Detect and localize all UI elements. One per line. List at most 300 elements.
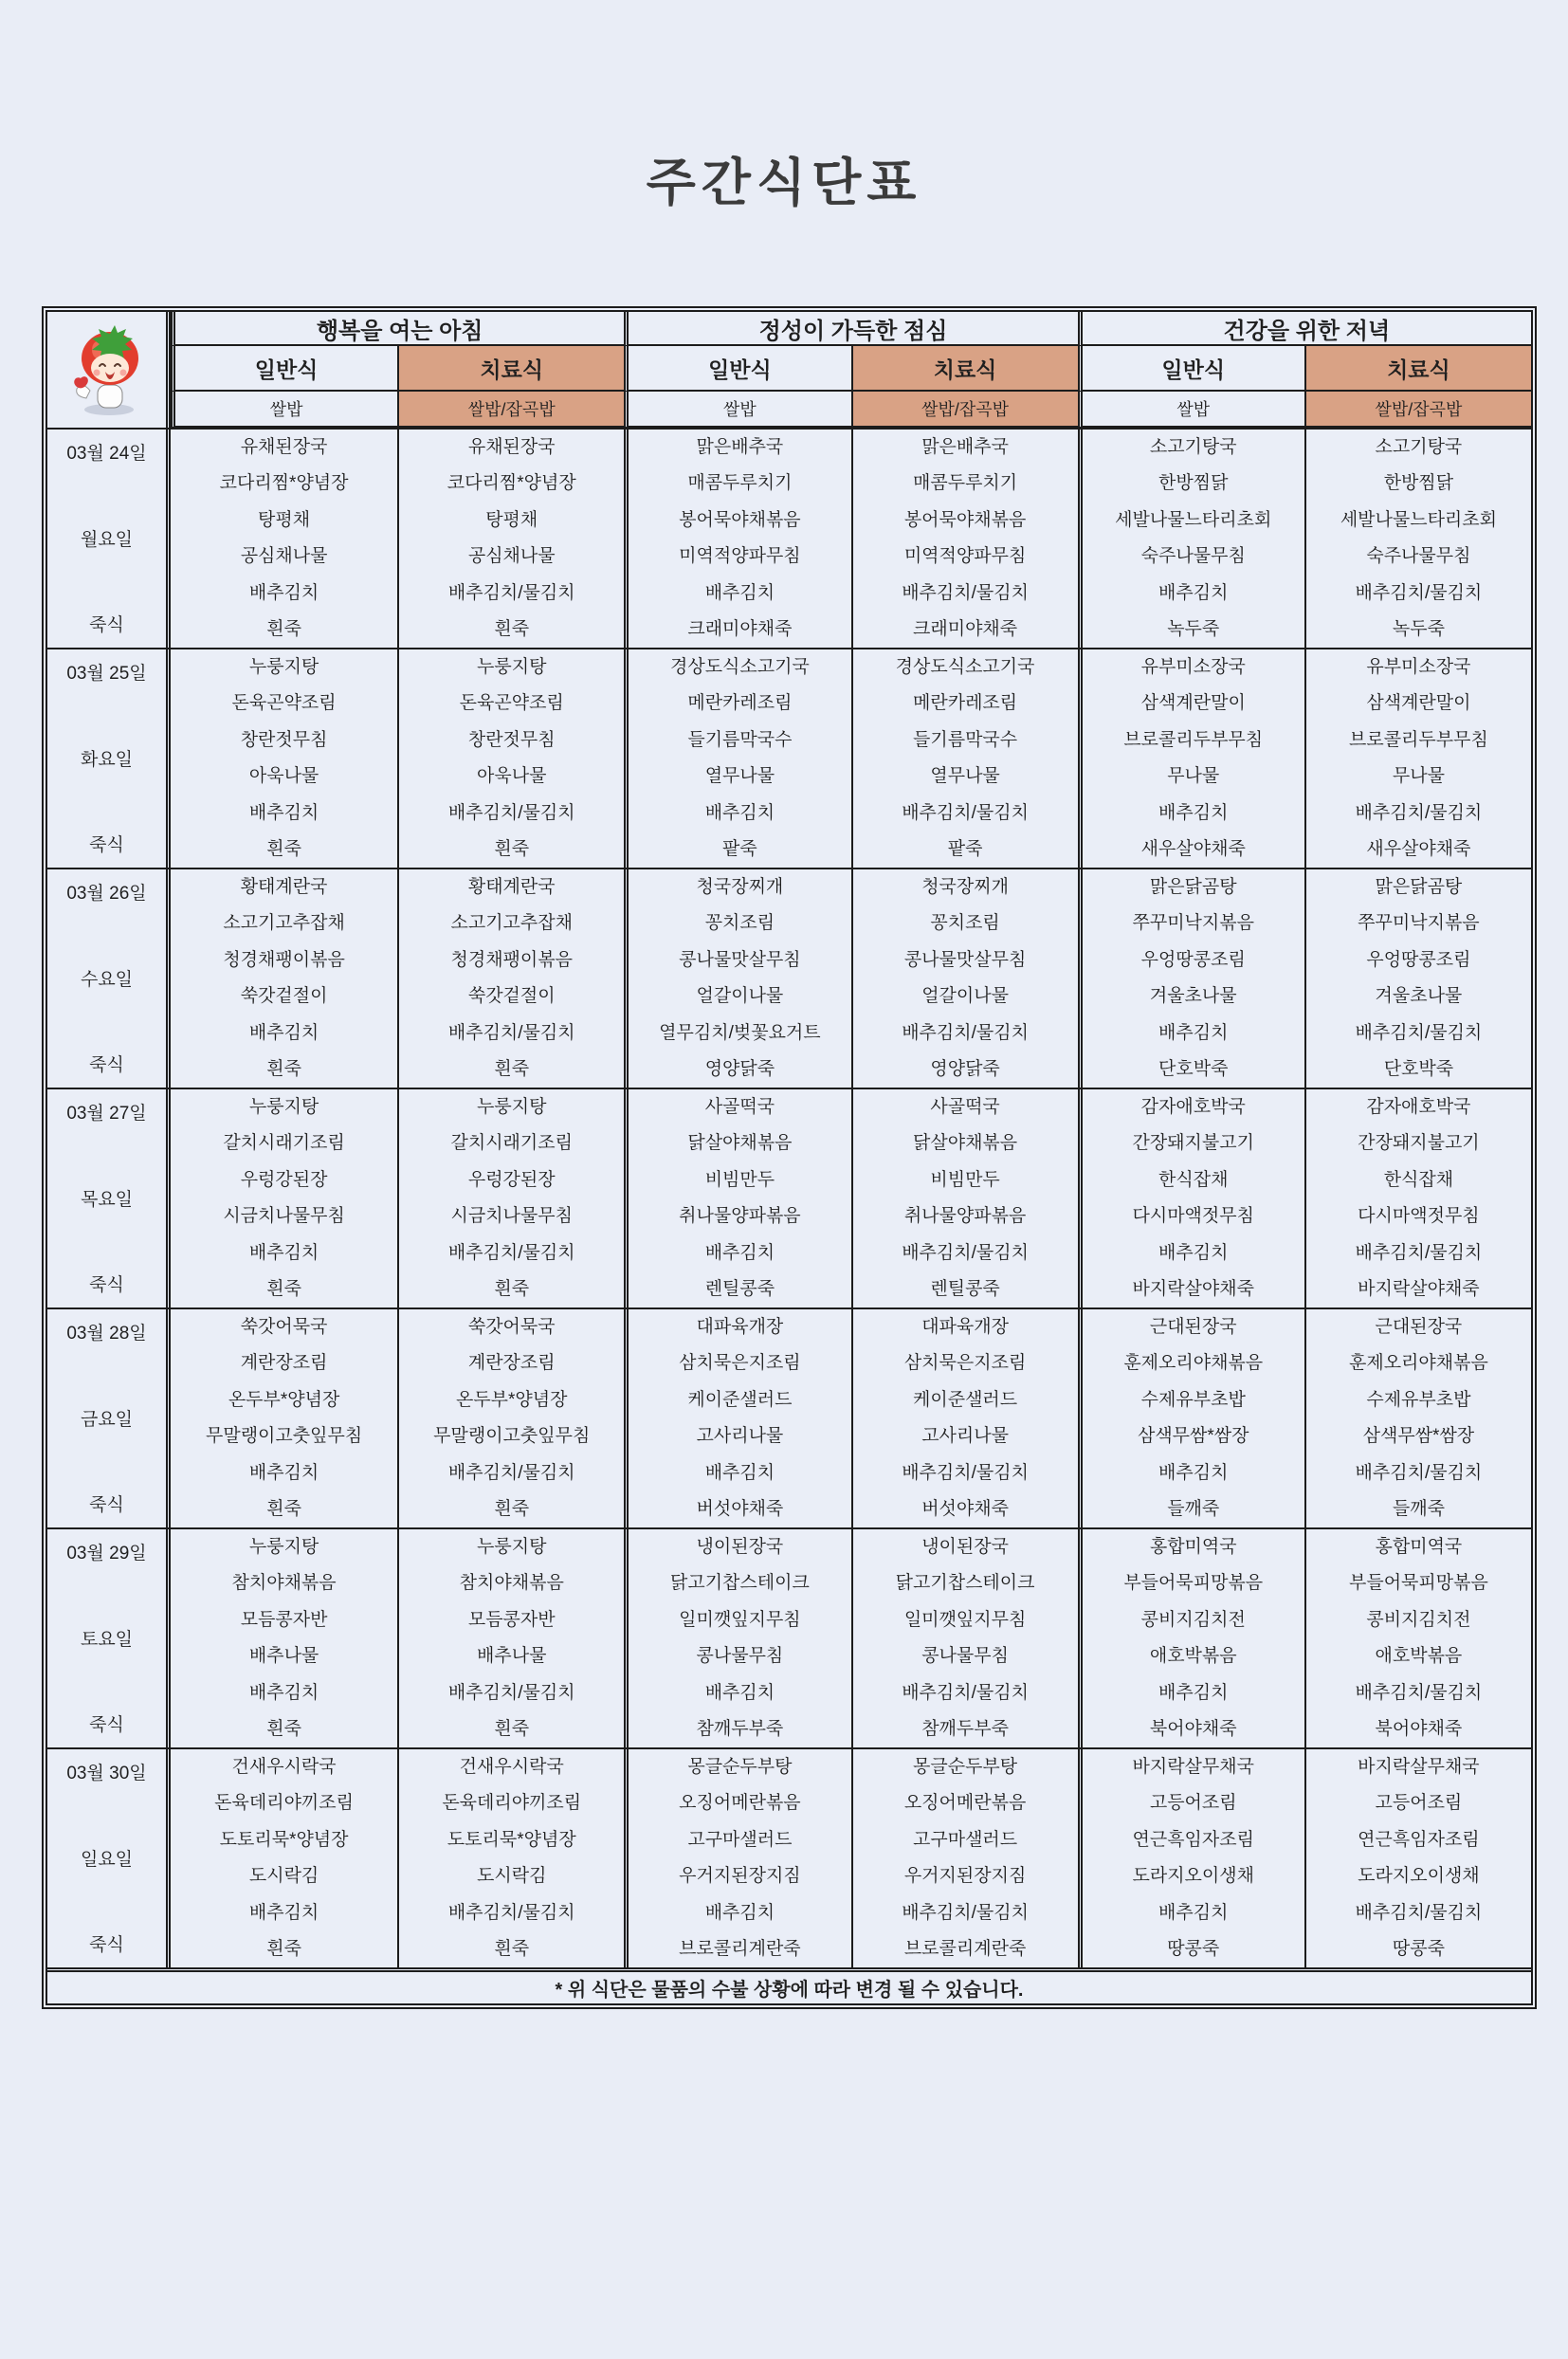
sub-header-dinner-regular: 일반식: [1078, 346, 1304, 392]
menu-item: 쑥갓겉절이: [240, 986, 328, 1007]
menu-item: 청경채팽이볶음: [450, 949, 573, 970]
meal-group-header-dinner: 건강을 위한 저녁: [1078, 312, 1531, 346]
menu-item: 냉이된장국: [921, 1537, 1009, 1557]
menu-item: 배추나물: [477, 1646, 547, 1667]
menu-item: 흰죽: [266, 1278, 301, 1299]
menu-item: 콩비지김치전: [1140, 1609, 1246, 1630]
menu-cell: [171, 1089, 397, 1308]
menu-item: 배추김치/물김치: [1355, 1902, 1483, 1923]
date-label: 03월 29일: [66, 1544, 147, 1564]
menu-item: 배추김치/물김치: [1355, 802, 1483, 823]
menu-item: 배추김치: [1158, 1682, 1229, 1703]
menu-item: 배추김치/물김치: [1355, 1682, 1483, 1703]
menu-cell: [171, 1749, 397, 1967]
menu-item: 배추김치: [704, 1682, 775, 1703]
menu-cell: [397, 1529, 624, 1747]
menu-item: 미역적양파무침: [679, 546, 801, 567]
menu-item: 배추김치/물김치: [447, 1242, 575, 1263]
menu-item: 배추김치/물김치: [447, 1462, 575, 1483]
menu-item: 숙주나물무침: [1140, 546, 1246, 567]
menu-item: 배추김치/물김치: [902, 582, 1029, 603]
menu-item: 배추김치: [248, 582, 319, 603]
menu-item: 유채된장국: [240, 437, 328, 457]
menu-item: 청국장찌개: [696, 877, 784, 897]
menu-item: 부들어묵피망볶음: [1348, 1573, 1488, 1594]
menu-item: 한방찜닭: [1383, 473, 1454, 494]
menu-item: 코다리찜*양념장: [447, 473, 576, 494]
menu-item: 취나물양파볶음: [679, 1206, 801, 1227]
menu-item: 배추김치: [248, 1242, 319, 1263]
menu-item: 겨울초나물: [1149, 986, 1237, 1007]
menu-item: 간장돼지불고기: [1132, 1133, 1254, 1154]
menu-item: 계란장조림: [467, 1353, 556, 1374]
menu-item: 취나물양파볶음: [903, 1206, 1027, 1227]
menu-item: 참치야채볶음: [231, 1573, 337, 1594]
menu-item: 배추김치/물김치: [1355, 582, 1483, 603]
menu-item: 우엉땅콩조림: [1140, 949, 1246, 970]
menu-item: 닭살야채볶음: [687, 1133, 793, 1154]
menu-item: 쑥갓어묵국: [240, 1317, 328, 1337]
menu-item: 비빔만두: [704, 1169, 775, 1190]
menu-item: 흰죽: [266, 1498, 301, 1519]
weekday-label: 토요일: [80, 1629, 134, 1650]
menu-item: 열무김치/벚꽃요거트: [659, 1022, 821, 1043]
menu-item: 꽁치조림: [704, 913, 775, 934]
scanned-weekly-menu-document: [0, 142, 1568, 2359]
menu-item: 탕평채: [258, 509, 311, 530]
menu-item: 도시락김: [248, 1866, 319, 1887]
weekday-label: 화요일: [80, 749, 134, 770]
menu-item: 돈육데리야끼조림: [214, 1793, 354, 1814]
menu-item: 녹두죽: [1167, 618, 1220, 639]
menu-cell: [624, 869, 850, 1088]
menu-item: 미역적양파무침: [903, 546, 1027, 567]
menu-item: 일미깻잎지무침: [679, 1609, 801, 1630]
menu-cell: [397, 649, 624, 868]
menu-item: 맑은닭곰탕: [1149, 877, 1237, 897]
sub-header-breakfast-regular: 일반식: [171, 346, 397, 392]
menu-item: 바지락살무채국: [1358, 1757, 1480, 1777]
menu-item: 갈치시래기조림: [223, 1133, 345, 1154]
menu-item: 매콤두루치기: [913, 473, 1018, 494]
date-label: 03월 25일: [66, 664, 147, 684]
sub-header-lunch-therapy: 치료식: [851, 346, 1078, 392]
meal-type-label: 죽식: [89, 615, 124, 635]
menu-item: 브로콜리계란죽: [679, 1938, 801, 1959]
menu-item: 브로콜리계란죽: [903, 1938, 1027, 1959]
menu-item: 애호박볶음: [1375, 1646, 1463, 1667]
menu-item: 시금치나물무침: [450, 1206, 573, 1227]
menu-item: 배추김치/물김치: [902, 1682, 1029, 1703]
menu-item: 한방찜닭: [1158, 473, 1229, 494]
meal-type-label: 죽식: [89, 1715, 124, 1735]
menu-item: 팥죽: [722, 838, 757, 859]
menu-item: 배추김치: [248, 1682, 319, 1703]
menu-item: 창란젓무침: [240, 729, 328, 750]
menu-item: 우렁강된장: [240, 1169, 328, 1190]
menu-item: 우거지된장지짐: [679, 1866, 801, 1887]
weekday-label: 일요일: [80, 1849, 134, 1870]
menu-item: 모듬콩자반: [240, 1609, 328, 1630]
menu-item: 숙주나물무침: [1366, 546, 1471, 567]
menu-item: 대파육개장: [921, 1317, 1009, 1337]
menu-cell: [1304, 1749, 1531, 1967]
menu-item: 메란카레조림: [687, 693, 793, 714]
menu-item: 무나물: [1167, 766, 1220, 787]
menu-item: 배추김치/물김치: [1355, 1022, 1483, 1043]
day-row: [47, 1527, 1531, 1747]
menu-item: 참치야채볶음: [459, 1573, 564, 1594]
menu-item: 들깨죽: [1392, 1498, 1445, 1519]
menu-item: 누룽지탕: [477, 1097, 547, 1117]
menu-item: 흰죽: [266, 1938, 301, 1959]
menu-item: 영양닭죽: [930, 1058, 1000, 1079]
day-cell: [47, 869, 171, 1088]
menu-item: 브로콜리두부무침: [1348, 729, 1488, 750]
day-row: [47, 648, 1531, 868]
sub-header-lunch-regular: 일반식: [624, 346, 850, 392]
meal-type-label: 죽식: [89, 835, 124, 855]
menu-item: 건새우시락국: [231, 1757, 337, 1777]
menu-item: 쑥갓어묵국: [467, 1317, 556, 1337]
menu-item: 꽁치조림: [930, 913, 1000, 934]
menu-item: 들기름막국수: [913, 729, 1018, 750]
weekly-menu-table: [42, 306, 1537, 2009]
day-row: [47, 868, 1531, 1088]
menu-item: 단호박죽: [1158, 1058, 1229, 1079]
menu-item: 우엉땅콩조림: [1366, 949, 1471, 970]
menu-item: 도라지오이생채: [1358, 1866, 1480, 1887]
menu-item: 훈제오리야채볶음: [1348, 1353, 1488, 1374]
menu-item: 근대된장국: [1375, 1317, 1463, 1337]
menu-item: 맑은배추국: [921, 437, 1009, 457]
menu-item: 닭고기찹스테이크: [895, 1573, 1035, 1594]
menu-item: 도시락김: [477, 1866, 547, 1887]
menu-item: 참깨두부죽: [696, 1718, 784, 1739]
menu-item: 배추김치/물김치: [447, 1902, 575, 1923]
menu-item: 새우살야채죽: [1140, 838, 1246, 859]
menu-item: 배추김치: [1158, 582, 1229, 603]
meal-group-header-lunch: 정성이 가득한 점심: [624, 312, 1077, 346]
menu-item: 소고기고추잡채: [450, 913, 573, 934]
menu-item: 애호박볶음: [1149, 1646, 1237, 1667]
menu-item: 흰죽: [266, 618, 301, 639]
day-row: [47, 1088, 1531, 1308]
menu-item: 모듬콩자반: [467, 1609, 556, 1630]
menu-item: 맑은배추국: [696, 437, 784, 457]
rice-row-breakfast-regular: 쌀밥: [171, 392, 397, 428]
menu-item: 소고기탕국: [1375, 437, 1463, 457]
date-label: 03월 24일: [66, 444, 147, 464]
menu-item: 고구마샐러드: [687, 1829, 793, 1850]
menu-item: 버섯야채죽: [921, 1498, 1009, 1519]
menu-item: 콩나물무침: [696, 1646, 784, 1667]
menu-item: 배추김치/물김치: [902, 1022, 1029, 1043]
menu-item: 크래미야채죽: [913, 618, 1018, 639]
menu-item: 땅콩죽: [1167, 1938, 1220, 1959]
menu-cell: [1078, 649, 1304, 868]
menu-item: 창란젓무침: [467, 729, 556, 750]
menu-item: 홍합미역국: [1149, 1537, 1237, 1557]
menu-cell: [851, 1749, 1078, 1967]
menu-item: 무나물: [1392, 766, 1445, 787]
menu-cell: [1078, 1089, 1304, 1308]
menu-item: 누룽지탕: [248, 657, 319, 677]
menu-item: 오징어메란볶음: [903, 1793, 1027, 1814]
meal-type-label: 죽식: [89, 1495, 124, 1515]
menu-item: 배추김치: [1158, 1462, 1229, 1483]
weekday-label: 수요일: [80, 969, 134, 990]
menu-item: 배추김치/물김치: [902, 1242, 1029, 1263]
table-header: [47, 312, 1531, 428]
menu-item: 누룽지탕: [248, 1537, 319, 1557]
menu-item: 열무나물: [704, 766, 775, 787]
menu-item: 닭살야채볶음: [913, 1133, 1018, 1154]
menu-item: 돈육곤약조림: [231, 693, 337, 714]
day-cell: [47, 649, 171, 868]
menu-item: 비빔만두: [930, 1169, 1000, 1190]
menu-item: 얼갈이나물: [921, 986, 1009, 1007]
menu-item: 공심채나물: [240, 546, 328, 567]
menu-item: 흰죽: [494, 838, 530, 859]
menu-item: 흰죽: [266, 1058, 301, 1079]
menu-item: 배추김치: [248, 1022, 319, 1043]
menu-item: 배추김치: [1158, 802, 1229, 823]
menu-item: 도토리묵*양념장: [219, 1829, 349, 1850]
menu-item: 온두부*양념장: [228, 1389, 340, 1410]
menu-cell: [1078, 1529, 1304, 1747]
menu-item: 맑은닭곰탕: [1375, 877, 1463, 897]
menu-item: 몽글순두부탕: [913, 1757, 1018, 1777]
menu-cell: [851, 869, 1078, 1088]
menu-item: 계란장조림: [240, 1353, 328, 1374]
menu-cell: [624, 1749, 850, 1967]
menu-item: 삼치묵은지조림: [679, 1353, 801, 1374]
menu-item: 배추김치/물김치: [447, 1682, 575, 1703]
menu-item: 고사리나물: [696, 1426, 784, 1447]
menu-item: 브로콜리두부무침: [1123, 729, 1264, 750]
menu-cell: [171, 1309, 397, 1527]
day-row: [47, 1747, 1531, 1967]
menu-cell: [851, 1529, 1078, 1747]
menu-item: 배추김치: [704, 1902, 775, 1923]
menu-item: 닭고기찹스테이크: [669, 1573, 810, 1594]
menu-item: 배추김치/물김치: [447, 1022, 575, 1043]
menu-item: 팥죽: [947, 838, 983, 859]
meal-type-label: 죽식: [89, 1935, 124, 1955]
menu-cell: [1304, 649, 1531, 868]
menu-item: 콩나물무침: [921, 1646, 1009, 1667]
menu-item: 배추김치/물김치: [1355, 1242, 1483, 1263]
menu-item: 매콤두루치기: [687, 473, 793, 494]
menu-item: 수제유부초밥: [1140, 1389, 1246, 1410]
menu-item: 콩나물맛살무침: [679, 949, 801, 970]
menu-item: 새우살야채죽: [1366, 838, 1471, 859]
menu-item: 다시마액젓무침: [1358, 1206, 1480, 1227]
menu-item: 버섯야채죽: [696, 1498, 784, 1519]
weekday-label: 목요일: [80, 1189, 134, 1210]
menu-item: 공심채나물: [467, 546, 556, 567]
menu-item: 수제유부초밥: [1366, 1389, 1471, 1410]
menu-item: 크래미야채죽: [687, 618, 793, 639]
menu-item: 시금치나물무침: [223, 1206, 345, 1227]
menu-item: 한식잡채: [1383, 1169, 1454, 1190]
menu-item: 겨울초나물: [1375, 986, 1463, 1007]
page-title: 주간식단표: [646, 155, 922, 211]
date-label: 03월 30일: [66, 1764, 147, 1783]
menu-cell: [171, 1529, 397, 1747]
menu-item: 삼색무쌈*쌈장: [1137, 1426, 1249, 1447]
menu-item: 삼색계란말이: [1366, 693, 1471, 714]
rice-row-lunch-therapy: 쌀밥/잡곡밥: [851, 392, 1078, 428]
menu-cell: [1304, 1309, 1531, 1527]
menu-cell: [1078, 1749, 1304, 1967]
mascot-cell: [47, 312, 171, 428]
menu-cell: [171, 649, 397, 868]
menu-item: 단호박죽: [1383, 1058, 1454, 1079]
menu-item: 누룽지탕: [248, 1097, 319, 1117]
menu-item: 콩나물맛살무침: [903, 949, 1027, 970]
day-cell: [47, 1089, 171, 1308]
day-cell: [47, 1309, 171, 1527]
menu-item: 우렁강된장: [467, 1169, 556, 1190]
menu-item: 배추김치: [248, 1902, 319, 1923]
menu-item: 냉이된장국: [696, 1537, 784, 1557]
menu-cell: [624, 1529, 850, 1747]
menu-cell: [1078, 1309, 1304, 1527]
menu-item: 근대된장국: [1149, 1317, 1237, 1337]
menu-item: 아욱나물: [248, 766, 319, 787]
menu-item: 열무나물: [930, 766, 1000, 787]
menu-item: 배추김치/물김치: [447, 802, 575, 823]
menu-cell: [171, 869, 397, 1088]
menu-item: 무말랭이고춧잎무침: [433, 1426, 591, 1447]
menu-item: 얼갈이나물: [696, 986, 784, 1007]
menu-item: 아욱나물: [477, 766, 547, 787]
menu-item: 고구마샐러드: [913, 1829, 1018, 1850]
menu-item: 흰죽: [266, 1718, 301, 1739]
menu-item: 연근흑임자조림: [1358, 1829, 1480, 1850]
menu-item: 소고기고추잡채: [223, 913, 345, 934]
menu-item: 렌틸콩죽: [930, 1278, 1000, 1299]
menu-item: 우거지된장지짐: [903, 1866, 1027, 1887]
menu-item: 대파육개장: [696, 1317, 784, 1337]
menu-item: 렌틸콩죽: [704, 1278, 775, 1299]
menu-item: 삼색계란말이: [1140, 693, 1246, 714]
menu-cell: [851, 430, 1078, 648]
rice-row-lunch-regular: 쌀밥: [624, 392, 850, 428]
menu-cell: [397, 1749, 624, 1967]
menu-item: 흰죽: [494, 1058, 530, 1079]
menu-item: 청경채팽이볶음: [223, 949, 345, 970]
menu-table-body: [47, 428, 1531, 1967]
menu-item: 케이준샐러드: [913, 1389, 1018, 1410]
rice-row-dinner-regular: 쌀밥: [1078, 392, 1304, 428]
rice-row-dinner-therapy: 쌀밥/잡곡밥: [1304, 392, 1531, 428]
menu-item: 배추김치: [1158, 1242, 1229, 1263]
menu-item: 몽글순두부탕: [687, 1757, 793, 1777]
menu-item: 부들어묵피망볶음: [1123, 1573, 1264, 1594]
menu-item: 유채된장국: [467, 437, 556, 457]
menu-cell: [397, 430, 624, 648]
menu-item: 한식잡채: [1158, 1169, 1229, 1190]
menu-item: 유부미소장국: [1140, 657, 1246, 677]
menu-cell: [1304, 1089, 1531, 1308]
menu-item: 들기름막국수: [687, 729, 793, 750]
menu-item: 감자애호박국: [1140, 1097, 1246, 1117]
day-cell: [47, 1749, 171, 1967]
menu-item: 도토리묵*양념장: [447, 1829, 576, 1850]
menu-item: 사골떡국: [704, 1097, 775, 1117]
menu-item: 배추김치/물김치: [902, 1462, 1029, 1483]
menu-item: 영양닭죽: [704, 1058, 775, 1079]
menu-item: 흰죽: [494, 1278, 530, 1299]
menu-item: 쭈꾸미낙지볶음: [1132, 913, 1254, 934]
menu-item: 청국장찌개: [921, 877, 1009, 897]
menu-item: 북어야채죽: [1375, 1718, 1463, 1739]
rice-row-breakfast-therapy: 쌀밥/잡곡밥: [397, 392, 624, 428]
menu-cell: [1304, 430, 1531, 648]
menu-item: 다시마액젓무침: [1132, 1206, 1254, 1227]
menu-item: 무말랭이고춧잎무침: [205, 1426, 363, 1447]
menu-item: 고사리나물: [921, 1426, 1009, 1447]
sub-header-breakfast-therapy: 치료식: [397, 346, 624, 392]
menu-cell: [397, 1089, 624, 1308]
meal-group-header-breakfast: 행복을 여는 아침: [171, 312, 624, 346]
menu-item: 탕평채: [485, 509, 538, 530]
menu-cell: [397, 869, 624, 1088]
menu-cell: [1078, 430, 1304, 648]
menu-item: 홍합미역국: [1375, 1537, 1463, 1557]
menu-item: 북어야채죽: [1149, 1718, 1237, 1739]
menu-item: 황태계란국: [467, 877, 556, 897]
day-cell: [47, 430, 171, 648]
menu-cell: [1304, 1529, 1531, 1747]
menu-item: 바지락살무채국: [1132, 1757, 1254, 1777]
menu-item: 갈치시래기조림: [450, 1133, 573, 1154]
date-label: 03월 26일: [66, 884, 147, 904]
menu-item: 온두부*양념장: [455, 1389, 568, 1410]
menu-item: 배추김치: [1158, 1022, 1229, 1043]
menu-cell: [851, 1309, 1078, 1527]
menu-item: 누룽지탕: [477, 1537, 547, 1557]
menu-item: 도라지오이생채: [1132, 1866, 1254, 1887]
day-row: [47, 1308, 1531, 1527]
menu-item: 세발나물느타리초회: [1340, 509, 1497, 530]
sub-header-dinner-therapy: 치료식: [1304, 346, 1531, 392]
menu-cell: [624, 430, 850, 648]
date-label: 03월 28일: [66, 1324, 147, 1344]
menu-item: 연근흑임자조림: [1132, 1829, 1254, 1850]
menu-item: 돈육데리야끼조림: [442, 1793, 582, 1814]
meal-type-label: 죽식: [89, 1275, 124, 1295]
menu-cell: [171, 430, 397, 648]
menu-item: 바지락살야채죽: [1358, 1278, 1480, 1299]
menu-item: 사골떡국: [930, 1097, 1000, 1117]
menu-item: 고등어조림: [1375, 1793, 1463, 1814]
menu-item: 경상도식소고기국: [895, 657, 1035, 677]
menu-item: 돈육곤약조림: [459, 693, 564, 714]
menu-item: 쑥갓겉절이: [467, 986, 556, 1007]
menu-item: 배추김치: [704, 802, 775, 823]
menu-item: 흰죽: [494, 618, 530, 639]
menu-item: 삼색무쌈*쌈장: [1362, 1426, 1475, 1447]
menu-item: 배추김치/물김치: [1355, 1462, 1483, 1483]
menu-item: 세발나물느타리초회: [1115, 509, 1272, 530]
menu-item: 봉어묵야채볶음: [679, 509, 801, 530]
menu-item: 소고기탕국: [1149, 437, 1237, 457]
footnote: * 위 식단은 물품의 수불 상황에 따라 변경 될 수 있습니다.: [47, 1967, 1531, 2003]
